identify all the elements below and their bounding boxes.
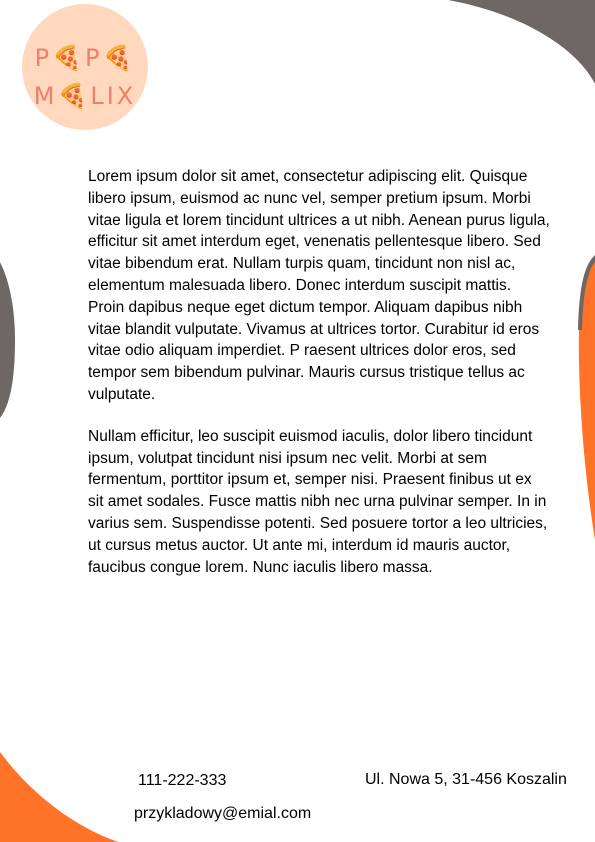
- paragraph-2: Nullam efficitur, leo suscipit euismod iaculis, dolor libero tincidunt ipsum, volutpat tincidunt nisi ipsum nec velit. Morbi at sem fermentum, porttitor ipsum et, semper nisi. Praesent finibus ut ex sit amet sodales. Fusce mattis nibh nec urna pulvinar semper. In in varius sem. Suspendisse potenti. Sed posuere tortor a leo ultricies, ut cursus metus auctor. Ut ante mi, interdum id mauris auctor, faucibus congue lorem. Nunc iaculis libero massa.: [88, 427, 548, 576]
- footer-phone: 111-222-333: [138, 772, 227, 789]
- logo: [20, 16, 150, 118]
- left-gray-shape: [0, 262, 15, 418]
- paragraph-1: Lorem ipsum dolor sit amet, consectetur adipiscing elit. Quisque libero ipsum, euismod ac nunc vel, semper pretium ipsum. Morbi vitae ligula et lorem tincidunt ultrices a ut nibh. Aenean purus ligula, efficitur sit amet interdum eget, venenatis pellentesque libero. Sed vitae bibendum erat. Nullam turpis quam, tincidunt non nisl ac, elementum malesuada libero. Donec interdum suscipit mattis. Proin dapibus neque eget dictum tempor. Aliquam dapibus nibh vitae blandit vulputate. Vivamus at ultrices tortor. Curabitur id eros vitae odio aliquam imperdiet. P raesent ultrices dolor eros, sed tempor sem bibendum pulvinar. Mauris cursus tristique tellus ac vulputate.: [88, 168, 550, 403]
- letter-body: [88, 166, 550, 578]
- logo-line-bottom: M🍕LIX: [33, 82, 137, 110]
- footer-email: przykladowy@emial.com: [134, 805, 312, 822]
- bottom-left-orange-shape: [0, 752, 118, 842]
- footer-address: Ul. Nowa 5, 31-456 Koszalin: [365, 771, 567, 788]
- top-right-gray-shape: [448, 0, 595, 84]
- logo-line-top: P🍕P🍕: [34, 44, 136, 72]
